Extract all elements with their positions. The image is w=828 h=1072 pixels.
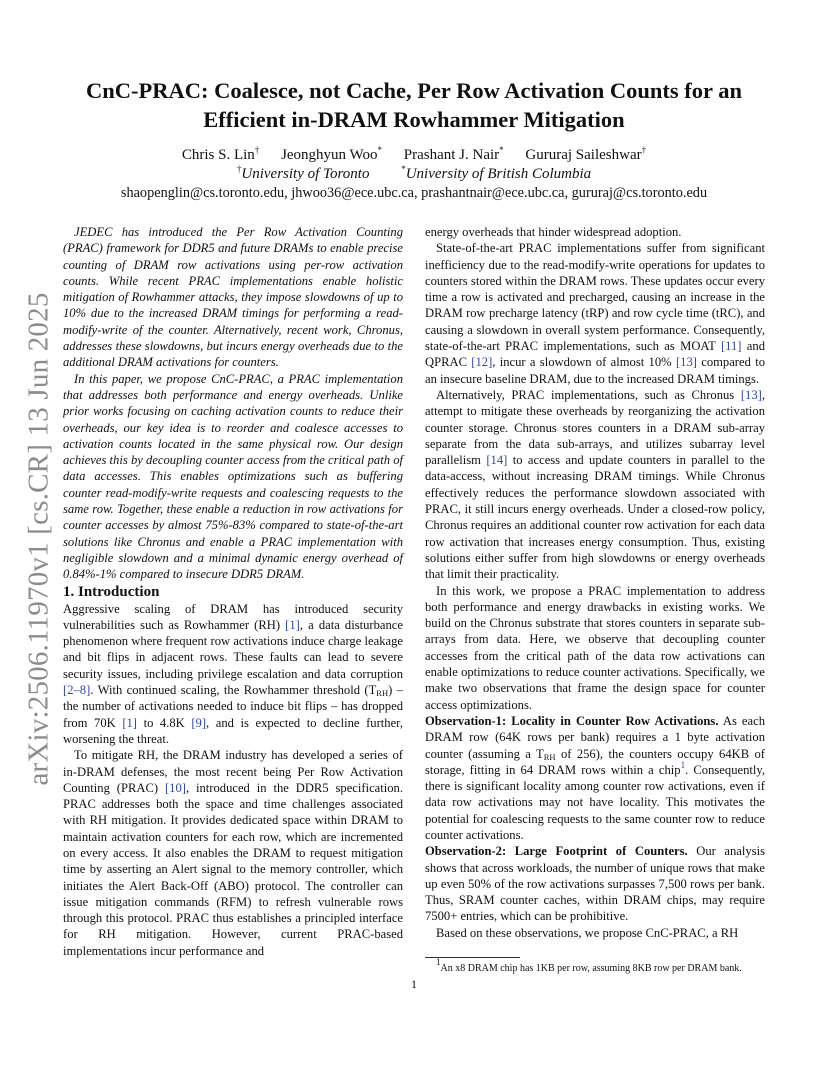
left-column xyxy=(63,224,403,959)
abstract-paragraph: In this paper, we propose CnC-PRAC, a PRAC implementation that addresses both performance and energy overheads. Unlike prior works focusing on caching activation counts to reduce their overheads, our key idea is to reorder and coalesce accesses to activation counts located in the same physical row. Our design achieves this by decoupling counter access from the critical path of data accesses. This enables optimizations such as buffering counter read-modify-write requests and coalescing requests to the same row. Together, these enable a reduction in row activations for counter accesses by almost 75%-83% compared to state-of-the-art solutions like Chronus and enable a PRAC implementation with negligible slowdown and a minimal dynamic energy overhead of 0.84%-1% compared to insecure DDR5 DRAM. xyxy=(63,371,403,582)
author: Jeonghyun Woo* xyxy=(281,145,382,163)
abstract xyxy=(63,224,403,583)
body-paragraph: In this work, we propose a PRAC implementation to address both performance and energy drawbacks in existing works. We build on the Chronus substrate that stores counters in separate sub-arrays from data. Here, we observe that decoupling counter accesses from the critical path of the data row activations can enable optimizations to reduce counter activations. Specifically, we make two observations that frame the design space for counter access optimizations. xyxy=(425,583,765,712)
footnote-marker[interactable]: 1 xyxy=(680,759,686,770)
body-paragraph: Based on these observations, we propose CnC-PRAC, a RH xyxy=(436,925,739,940)
observation-heading: Observation-2: Large Footprint of Counters. xyxy=(425,844,688,859)
citation-link[interactable]: [2–8] xyxy=(63,683,91,698)
right-column xyxy=(425,224,765,941)
author: Gururaj Saileshwar† xyxy=(525,145,647,163)
citation-link[interactable]: [1] xyxy=(285,617,300,632)
author-list xyxy=(62,146,766,165)
author-emails: shaopenglin@cs.toronto.edu, jhwoo36@ece.ubc.ca, prashantnair@ece.ubc.ca, gururaj@cs.toronto.edu xyxy=(120,185,708,201)
page-number: 1 xyxy=(411,977,417,991)
observation-paragraph: Observation-2: Large Footprint of Counters. Our analysis shows that across workloads, the number of unique rows that make up even 50% of the row activations surpasses 7,500 rows per bank. Thus, SRAM counter caches, within DRAM chips, may require 7500+ entries, which can be prohibitive. xyxy=(425,844,765,924)
affiliation-list xyxy=(62,165,766,184)
body-paragraph: Aggressive scaling of DRAM has introduced security vulnerabilities such as Rowhammer (RH) [1], a data disturbance phenomenon where frequent row activations induce charge leakage and bit flips in adjacent rows. These faults can lead to severe security issues, including privilege escalation and data corruption [2–8]. With continued scaling, the Rowhammer threshold $(T_{RH})$ – the number of activations needed to induce bit flips – has dropped from 70K [1] to 4.8K [9], and is expected to decline further, worsening the threat. xyxy=(63,601,403,746)
author: Chris S. Lin† xyxy=(181,145,260,163)
citation-link[interactable]: [14] xyxy=(486,453,508,468)
abstract-paragraph: JEDEC has introduced the Per Row Activation Counting (PRAC) framework for DDR5 and future DRAMs to enable precise counting of DRAM row activations using per-row activation counts. While recent PRAC implementations enable holistic mitigation of Rowhammer attacks, they impose slowdowns of up to 10% due to the increased DRAM timings for performing a read-modify-write of the counter. Alternatively, recent work, Chronus, addresses these slowdowns, but incurs energy overheads due to the additional DRAM activations for counters. xyxy=(63,225,403,370)
body-paragraph: energy overheads that hinder widespread adoption. xyxy=(425,225,682,239)
affiliation: †University of Toronto xyxy=(236,164,370,182)
section-heading: 1. Introduction xyxy=(63,583,160,600)
observation-heading: Observation-1: Locality in Counter Row Activations. xyxy=(425,713,719,728)
body-paragraph: Alternatively, PRAC implementations, such as Chronus [13], attempt to mitigate these overheads by reorganizing the activation counter storage. Chronus stores counters in a DRAM sub-array separate from the data sub-arrays, and utilizes subarray level parallelism [14] to access and update counters in parallel to the data-access, without increasing DRAM timings. While Chronus effectively reduces the performance slowdown associated with PRAC, it still incurs energy overheads. Under a closed-row policy, Chronus requires an additional counter row activation for each data row activation that increases energy consumption. Thus, existing solutions either suffer from high slowdowns or energy overheads that limit their practicality. xyxy=(425,387,765,582)
citation-link[interactable]: [1] xyxy=(122,715,137,730)
arxiv-identifier-stamp xyxy=(14,292,64,786)
footnote: $^1$An x8 DRAM chip has 1KB per row, assuming 8KB row per DRAM bank. xyxy=(436,957,742,974)
author: Prashant J. Nair* xyxy=(403,145,504,163)
citation-link[interactable]: [9] xyxy=(191,715,207,730)
citation-link[interactable]: [10] xyxy=(164,780,186,795)
affiliation: *University of British Columbia xyxy=(401,164,592,182)
observation-paragraph: Observation-1: Locality in Counter Row Activations. As each DRAM row (64K rows per bank) requires a 1 byte activation counter (assuming a $T_{RH}$ of 256), the counters occupy 64KB of storage, fitting in 64 DRAM rows within a chip$^1$. Consequently, there is significant locality among counter row activations, even if data row activations may not have locality. This motivates the potential for coalescing requests to the same counter row to reduce counter activations. xyxy=(425,713,765,842)
paper-title: CnC-PRAC: Coalesce, not Cache, Per Row Activation Counts for an Efficient in-DRAM Rowhammer Mitigation xyxy=(86,78,742,132)
citation-link[interactable]: [13] xyxy=(740,387,762,402)
citation-link[interactable]: [13] xyxy=(675,355,697,370)
citation-link[interactable]: [11] xyxy=(720,339,742,354)
body-paragraph: To mitigate RH, the DRAM industry has developed a series of in-DRAM defenses, the most recent being Per Row Activation Counting (PRAC) [10], introduced in the DDR5 specification. PRAC addresses both the space and time challenges associated with RH mitigation. It provides dedicated space within DRAM to maintain activation counters for each row, which are incremented on every access. It also enables the DRAM to request mitigation time by asserting an Alert signal to the memory controller, which initiates the Alert Back-Off (ABO) protocol. The controller can issue mitigation commands (RFM) to refresh vulnerable rows through this protocol. PRAC thus establishes a principled interface for RH mitigation. However, current PRAC-based implementations incur performance and xyxy=(63,748,403,958)
citation-link[interactable]: [12] xyxy=(471,355,493,370)
body-paragraph: State-of-the-art PRAC implementations suffer from significant inefficiency due to the read-modify-write operations for updates to counters stored within the DRAM rows. These updates occur every time a row is activated and precharged, causing an increase in the DRAM row precharge latency (tRP) and row cycle time (tRC), and causing a slowdown in overall system performance. Consequently, state-of-the-art PRAC implementations, such as MOAT [11] and QPRAC [12], incur a slowdown of almost 10% [13] compared to an insecure baseline DRAM, due to the increased DRAM timings. xyxy=(425,241,765,386)
arxiv-stamp-text: arXiv:2506.11970v1 [cs.CR] 13 Jun 2025 xyxy=(22,292,55,786)
